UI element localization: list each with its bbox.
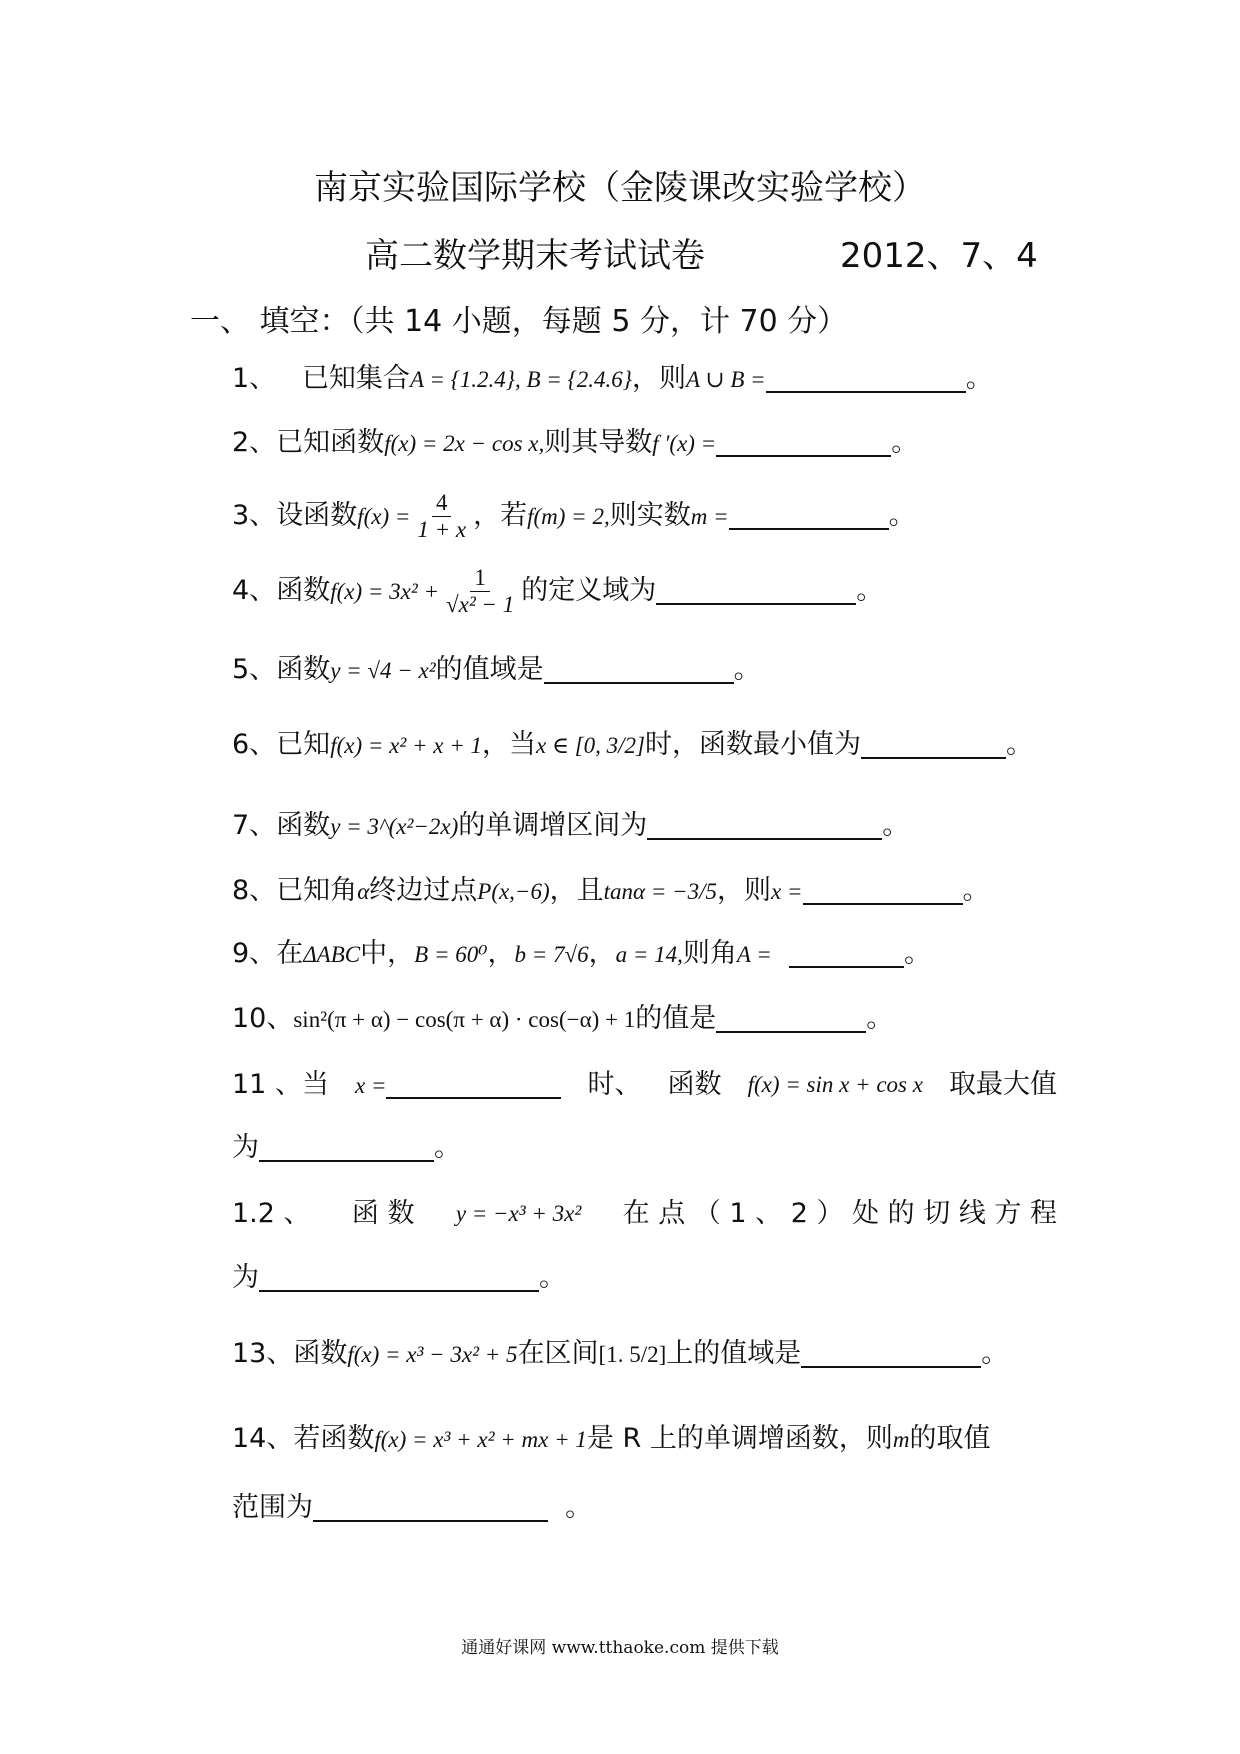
answer-blank[interactable]: [386, 1071, 561, 1099]
answer-blank[interactable]: [716, 429, 891, 457]
answer-blank[interactable]: [259, 1134, 434, 1162]
school-title: 南京实验国际学校（金陵课改实验学校）: [314, 168, 926, 208]
fraction: $\frac{1}{\text{√x² − 1}}$: [446, 565, 515, 617]
question-5: 5、函数y = √4 − x²的值域是 。: [232, 654, 761, 685]
question-2: 2、已知函数f(x) = 2x − cos x,则其导数f ′(x) = 。: [232, 427, 919, 458]
answer-blank[interactable]: [656, 577, 856, 605]
fraction: $\frac{4}{1 + x}$: [417, 490, 467, 542]
answer-blank[interactable]: [544, 656, 734, 684]
answer-blank[interactable]: [801, 1340, 981, 1368]
answer-blank[interactable]: [803, 877, 963, 905]
question-13: 13、函数f(x) = x³ − 3x² + 5在区间[1. 5/2]上的值域是 。: [232, 1338, 1009, 1369]
question-14-line2: 范围为 。: [232, 1492, 593, 1523]
question-3: 3、设函数f(x) = $\frac{4}{1 + x}$ ，若f(m) = 2,则实数m = 。: [232, 490, 916, 542]
answer-blank[interactable]: [766, 365, 966, 393]
question-11-line2: 为 。: [232, 1132, 461, 1163]
answer-blank[interactable]: [789, 940, 904, 968]
exam-date: 2012、7、4: [840, 236, 1038, 276]
question-10: 10、sin²(π + α) − cos(π + α) · cos(−α) + 1的值是 。: [232, 1003, 894, 1034]
question-14: 14、若函数f(x) = x³ + x² + mx + 1是 R 上的单调增函数，则m的取值: [232, 1423, 991, 1454]
footer-note: 通通好课网 www.tthaoke.com 提供下载: [461, 1638, 779, 1658]
exam-title: 高二数学期末考试试卷: [365, 236, 705, 276]
question-11: 11 、当 x = 时、 函数 f(x) = sin x + cos x 取最大值: [232, 1069, 1057, 1100]
answer-blank[interactable]: [313, 1494, 548, 1522]
question-12-line2: 为 。: [232, 1262, 566, 1293]
question-4: 4、函数f(x) = 3x² + $\frac{1}{\text{√x² − 1}}$ 的定义域为 。: [232, 565, 884, 617]
answer-blank[interactable]: [861, 731, 1006, 759]
question-7: 7、函数y = 3^(x²−2x)的单调增区间为 。: [232, 810, 910, 841]
question-6: 6、已知f(x) = x² + x + 1，当x ∈ [0, 3/2]时，函数最小值为 。: [232, 729, 1034, 760]
answer-blank[interactable]: [729, 502, 889, 530]
question-8: 8、已知角α终边过点P(x,−6)，且tanα = −3/5，则x = 。: [232, 875, 990, 906]
question-12: 1.2 、 函 数 y = −x³ + 3x² 在 点 （ 1 、 2 ） 处 的 切 线 方 程: [232, 1198, 1057, 1229]
answer-blank[interactable]: [259, 1264, 539, 1292]
question-1: 1、 已知集合A = {1.2.4}, B = {2.4.6}，则A ∪ B = 。: [232, 363, 993, 394]
question-9: 9、在ΔABC中，B = 60⁰，b = 7√6，a = 14,则角A = 。: [232, 938, 931, 969]
answer-blank[interactable]: [647, 812, 882, 840]
section-heading: 一、 填空：（共 14 小题，每题 5 分，计 70 分）: [190, 304, 848, 339]
answer-blank[interactable]: [716, 1005, 866, 1033]
